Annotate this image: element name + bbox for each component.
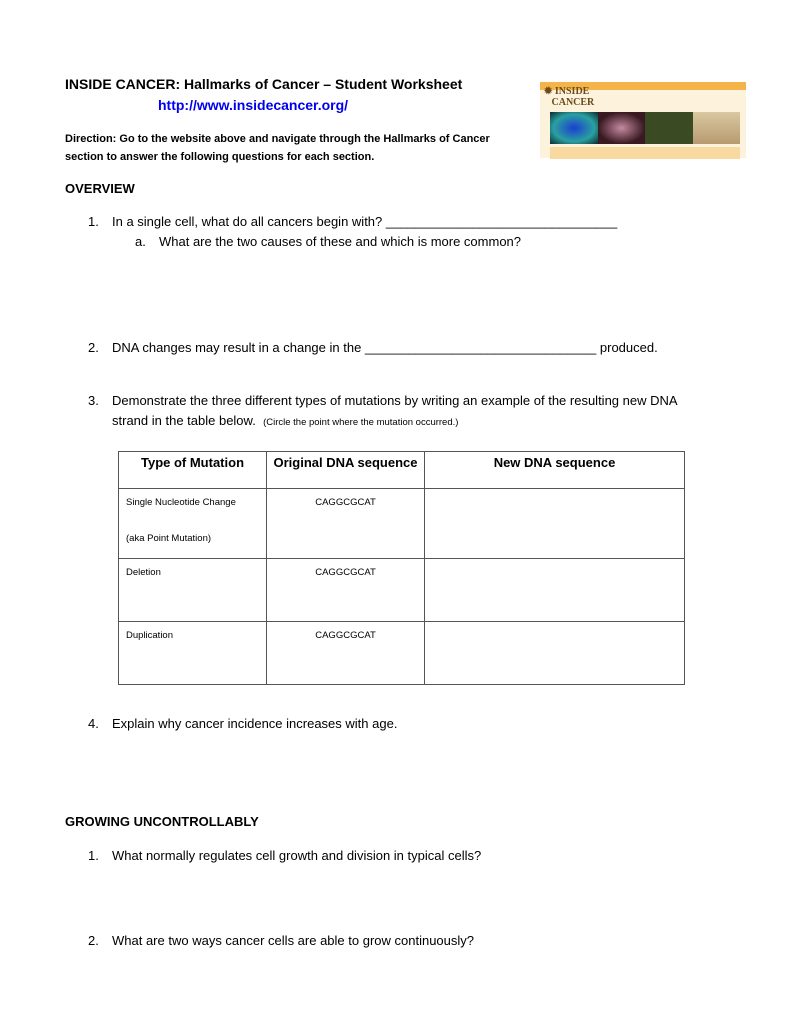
- mutation-type: Duplication: [119, 622, 267, 685]
- overview-q3-line1: Demonstrate the three different types of mutations by writing an example of the resulting new DNA: [112, 393, 678, 408]
- growing-q2: What are two ways cancer cells are able to grow continuously?: [112, 933, 475, 948]
- overview-q4: Explain why cancer incidence increases with age.: [112, 716, 398, 731]
- question-number: 1.: [88, 848, 99, 863]
- page-title: INSIDE CANCER: Hallmarks of Cancer – Student Worksheet: [65, 76, 463, 92]
- question-letter: a.: [135, 234, 146, 249]
- website-link[interactable]: http://www.insidecancer.org/: [158, 97, 349, 113]
- new-sequence-cell[interactable]: [425, 489, 685, 559]
- mutation-type-note: (aka Point Mutation): [126, 533, 212, 544]
- original-sequence: CAGGCGCAT: [267, 489, 425, 559]
- overview-heading: OVERVIEW: [65, 181, 135, 196]
- new-sequence-cell[interactable]: [425, 559, 685, 622]
- original-sequence: CAGGCGCAT: [267, 559, 425, 622]
- overview-q1a: What are the two causes of these and which is more common?: [159, 234, 522, 249]
- growing-q1: What normally regulates cell growth and division in typical cells?: [112, 848, 482, 863]
- header-new: New DNA sequence: [425, 452, 685, 489]
- inside-cancer-website-image: ✹ INSIDE CANCER: [540, 82, 746, 158]
- table-row: [119, 559, 685, 622]
- question-number: 1.: [88, 214, 99, 229]
- overview-q3-line2: strand in the table below. (Circle the point where the mutation occurred.): [112, 413, 459, 428]
- question-number: 2.: [88, 340, 99, 355]
- question-number: 4.: [88, 716, 99, 731]
- mutation-table: [118, 451, 685, 685]
- direction-line-2: section to answer the following questions for each section.: [65, 151, 375, 163]
- overview-q2: DNA changes may result in a change in the ________________________________ produced.: [112, 340, 658, 355]
- table-row: [119, 622, 685, 685]
- new-sequence-cell[interactable]: [425, 622, 685, 685]
- q3-note: (Circle the point where the mutation occurred.): [263, 417, 459, 428]
- mutation-type: Deletion: [119, 559, 267, 622]
- direction-line-1: Direction: Go to the website above and navigate through the Hallmarks of Cancer: [65, 133, 490, 145]
- original-sequence: CAGGCGCAT: [267, 622, 425, 685]
- growing-heading: GROWING UNCONTROLLABLY: [65, 814, 259, 829]
- question-number: 2.: [88, 933, 99, 948]
- mutation-type: Single Nucleotide Change: [126, 497, 236, 508]
- table-row: [119, 489, 685, 559]
- header-original: Original DNA sequence: [267, 452, 425, 489]
- overview-q1: In a single cell, what do all cancers begin with? ________________________________: [112, 214, 618, 229]
- header-type: Type of Mutation: [119, 452, 267, 489]
- question-number: 3.: [88, 393, 99, 408]
- table-header-row: [119, 452, 685, 489]
